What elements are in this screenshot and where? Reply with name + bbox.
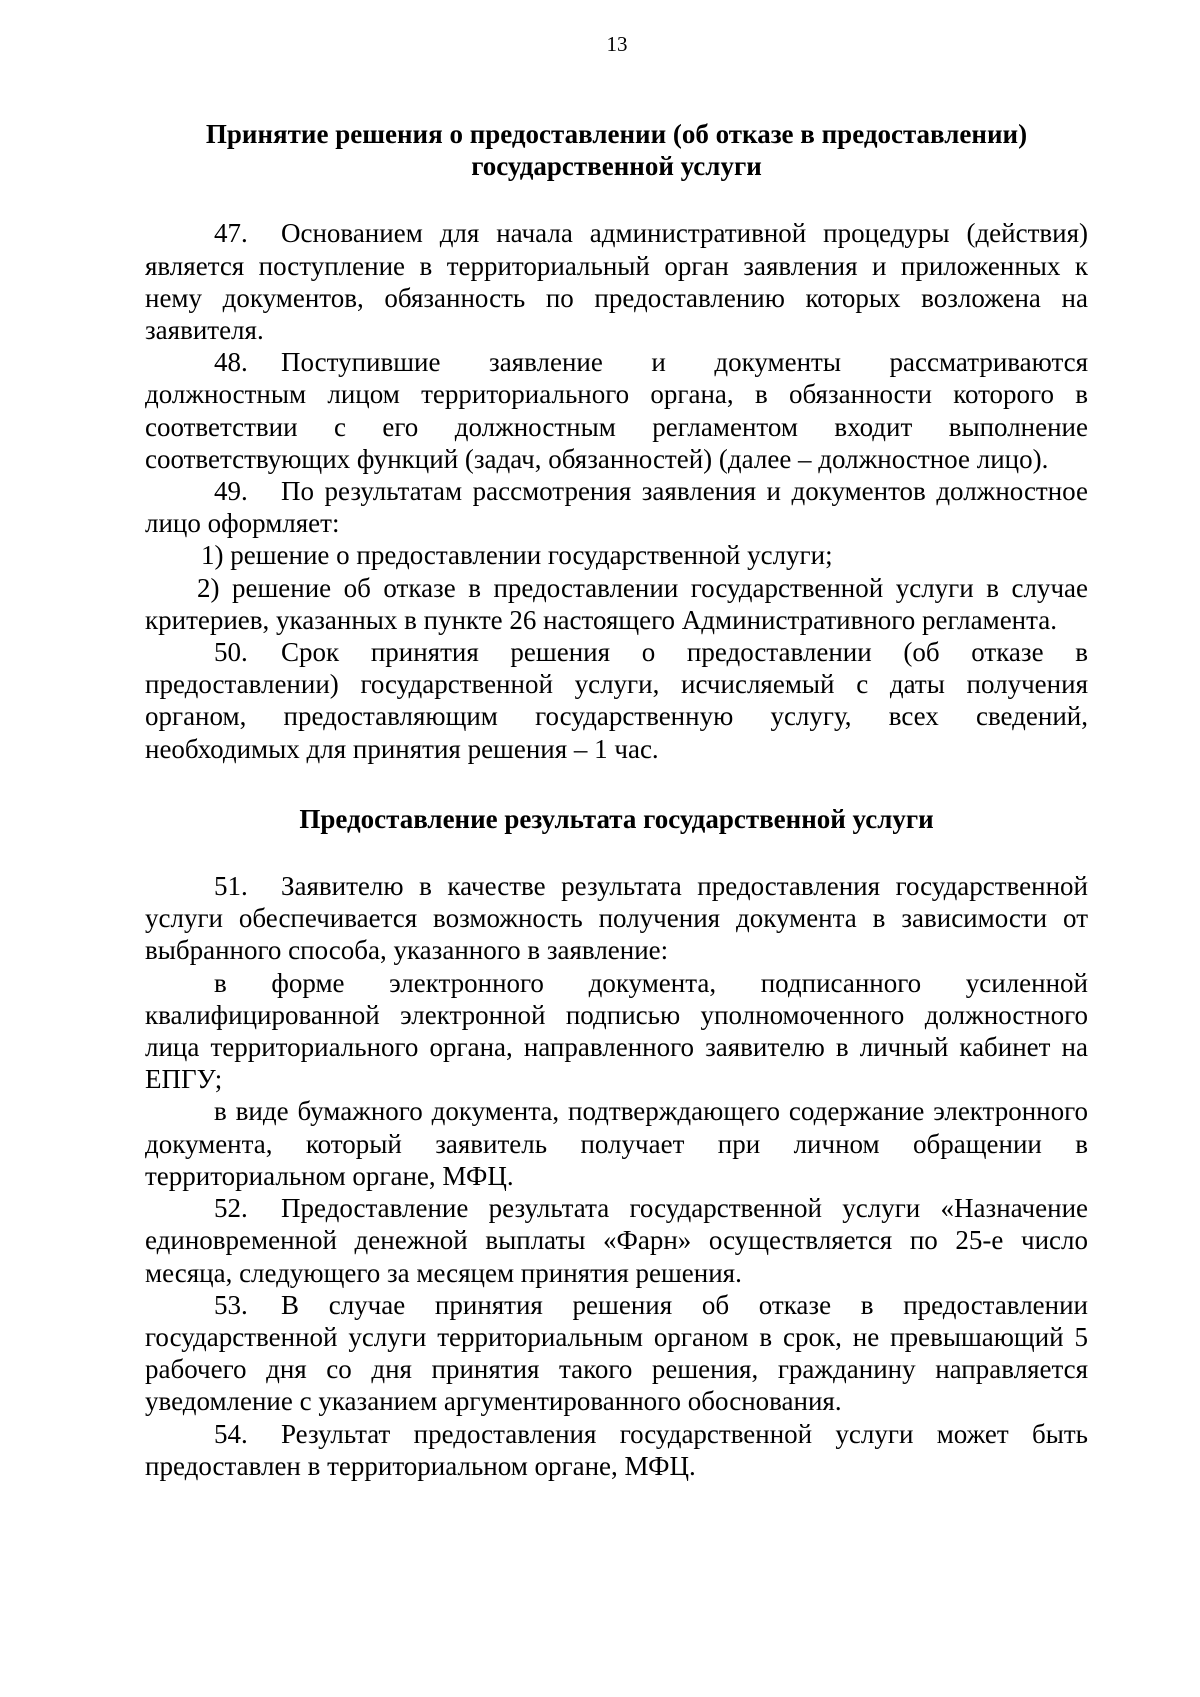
paragraph-text: В случае принятия решения об отказе в предоставлении государственной услуги территориальным органом в срок, не превышающий 5 рабочего дня со дня принятия такого решения, гражданину направляется уведомление с указанием аргументированного обоснования.: [145, 1289, 1088, 1417]
section-heading-result: Предоставление результата государственной услуги: [299, 803, 934, 834]
paragraph-text: Основанием для начала административной процедуры (действия) является поступление в территориальный орган заявления и приложенных к нему документов, обязанность по предоставлению которых возложена на заявителя.: [145, 218, 1088, 346]
list-item: 1) решение о предоставлении государственной услуги;: [201, 540, 833, 571]
list-item: в форме электронного документа, подписанного усиленной квалифицированной электронной подписью уполномоченного должностного лица территориального органа, направленного заявителю в личный кабинет на ЕПГУ;: [145, 967, 1088, 1095]
paragraph-number: 53.: [214, 1289, 248, 1320]
paragraph-51: [145, 870, 1088, 967]
page-content: [145, 118, 1088, 1482]
paragraph-number: 47.: [214, 218, 248, 249]
paragraph-50: [145, 636, 1088, 765]
paragraph-53: [145, 1289, 1088, 1418]
paragraph-text: Результат предоставления государственной услуги может быть предоставлен в территориальном органе, МФЦ.: [145, 1418, 1088, 1481]
list-item: 2) решение об отказе в предоставлении государственной услуги в случае критериев, указанных в пункте 26 настоящего Административного регламента.: [145, 572, 1088, 635]
paragraph-number: 54.: [214, 1418, 248, 1449]
paragraph-number: 50.: [214, 637, 248, 668]
page-number: 13: [606, 32, 628, 56]
section-heading-line: государственной услуги: [471, 151, 762, 182]
paragraph-number: 52.: [214, 1193, 248, 1224]
paragraph-52: [145, 1192, 1088, 1289]
list-item: в виде бумажного документа, подтверждающего содержание электронного документа, который заявитель получает при личном обращении в территориальном органе, МФЦ.: [145, 1096, 1088, 1191]
section-heading-decision: [145, 118, 1088, 182]
paragraph-49: [145, 475, 1088, 539]
paragraph-54: [145, 1418, 1088, 1482]
paragraph-number: 49.: [214, 476, 248, 507]
section-heading-line: Принятие решения о предоставлении (об отказе в предоставлении): [205, 119, 1028, 149]
paragraph-text: Срок принятия решения о предоставлении (об отказе в предоставлении) государственной услуги, исчисляемый с даты получения органом, предоставляющим государственную услугу, всех сведений, необходимых для принятия решения – 1 час.: [145, 637, 1088, 764]
paragraph-text: Поступившие заявление и документы рассматриваются должностным лицом территориального органа, в обязанности которого в соответствии с его должностным регламентом входит выполнение соответствующих функций (задач, обязанностей) (далее – должностное лицо).: [145, 347, 1088, 474]
paragraph-number: 51.: [214, 871, 248, 902]
paragraph-text: Заявителю в качестве результата предоставления государственной услуги обеспечивается возможность получения документа в зависимости от выбранного способа, указанного в заявление:: [145, 871, 1088, 966]
paragraph-text: По результатам рассмотрения заявления и документов должностное лицо оформляет:: [145, 476, 1088, 539]
paragraph-48: [145, 346, 1088, 475]
paragraph-number: 48.: [214, 347, 248, 378]
paragraph-47: [145, 217, 1088, 346]
paragraph-text: Предоставление результата государственной услуги «Назначение единовременной денежной выплаты «Фарн» осуществляется по 25-е число месяца, следующего за месяцем принятия решения.: [145, 1193, 1088, 1288]
